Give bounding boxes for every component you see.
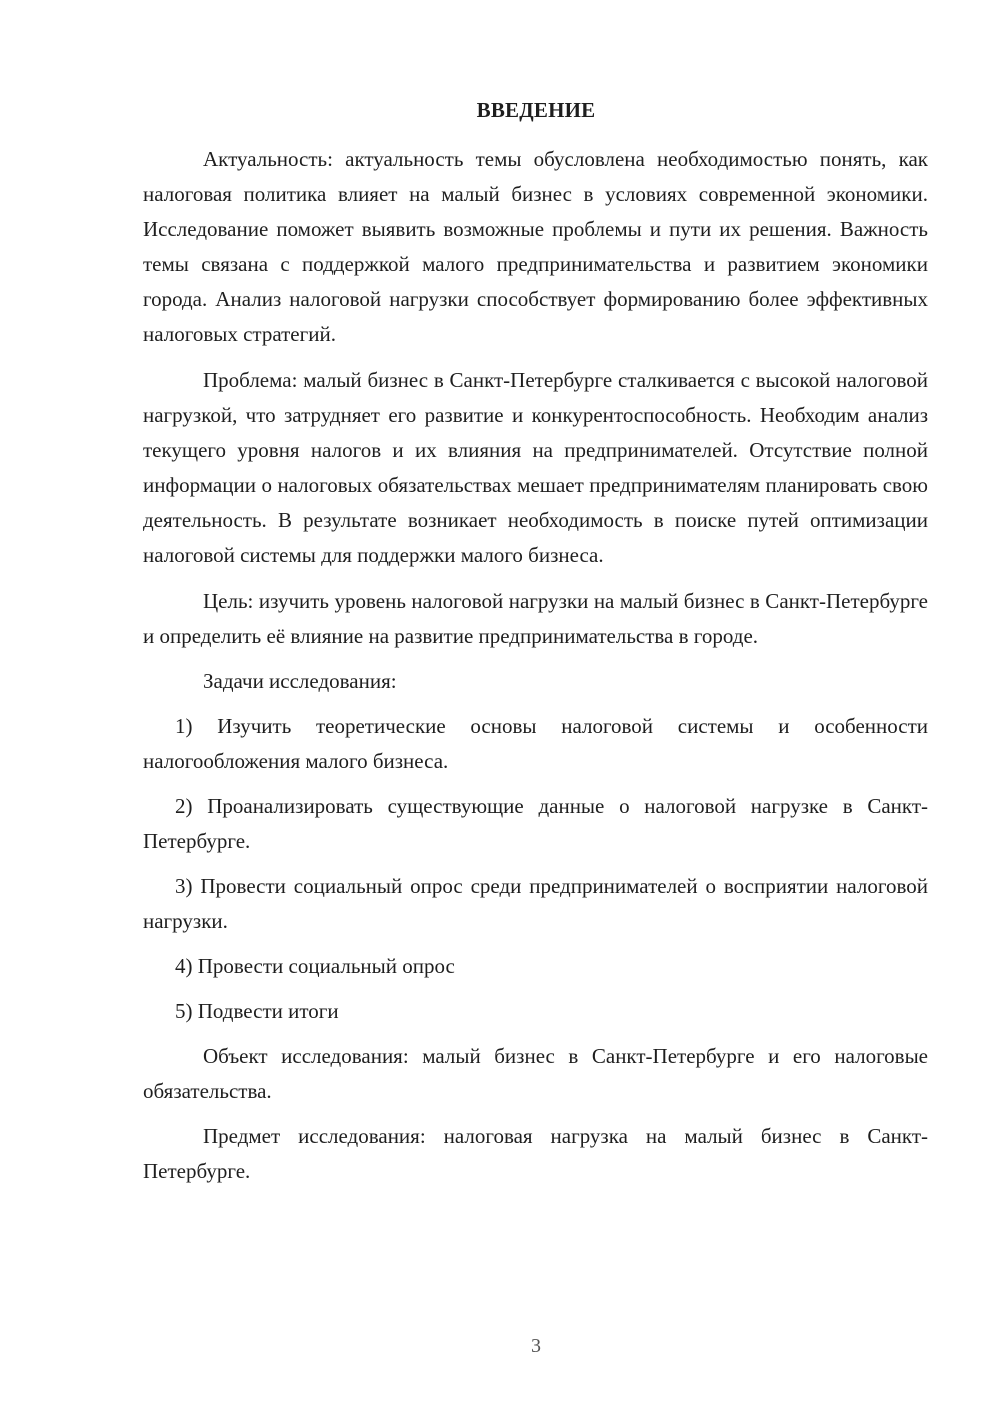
- list-item: 3) Провести социальный опрос среди предпринимателей о восприятии налоговой нагрузки.: [143, 874, 928, 933]
- section-heading: ВВЕДЕНИЕ: [476, 98, 596, 122]
- list-item: 4) Провести социальный опрос: [175, 954, 455, 978]
- tasks-list: [143, 709, 928, 1029]
- paragraph-problem: Проблема: малый бизнес в Санкт-Петербурге сталкивается с высокой налоговой нагрузкой, что затрудняет его развитие и конкурентоспособность. Необходим анализ текущего уровня налогов и их влияния на предпринимателей. Отсутствие полной информации о налоговых обязательствах мешает предпринимателям планировать свою деятельность. В результате возникает необходимость в поиске путей оптимизации налоговой системы для поддержки малого бизнеса.: [143, 368, 928, 567]
- paragraph-object: Объект исследования: малый бизнес в Санкт-Петербурге и его налоговые обязательства.: [143, 1044, 928, 1103]
- paragraph-tasks-label: Задачи исследования:: [203, 669, 397, 693]
- paragraph-relevance: Актуальность: актуальность темы обусловлена необходимостью понять, как налоговая политика влияет на малый бизнес в условиях современной экономики. Исследование поможет выявить возможные проблемы и пути их решения. Важность темы связана с поддержкой малого предпринимательства и развитием экономики города. Анализ налоговой нагрузки способствует формированию более эффективных налоговых стратегий.: [143, 147, 928, 346]
- list-item: 1) Изучить теоретические основы налоговой системы и особенности налогообложения малого бизнеса.: [143, 714, 928, 773]
- page-number: 3: [531, 1335, 541, 1357]
- paragraph-subject: Предмет исследования: налоговая нагрузка на малый бизнес в Санкт-Петербурге.: [143, 1124, 928, 1183]
- paragraph-goal: Цель: изучить уровень налоговой нагрузки на малый бизнес в Санкт-Петербурге и определить её влияние на развитие предпринимательства в городе.: [143, 589, 928, 648]
- list-item: 2) Проанализировать существующие данные о налоговой нагрузке в Санкт-Петербурге.: [143, 794, 928, 853]
- list-item: 5) Подвести итоги: [175, 999, 339, 1023]
- document-body: [143, 142, 928, 1189]
